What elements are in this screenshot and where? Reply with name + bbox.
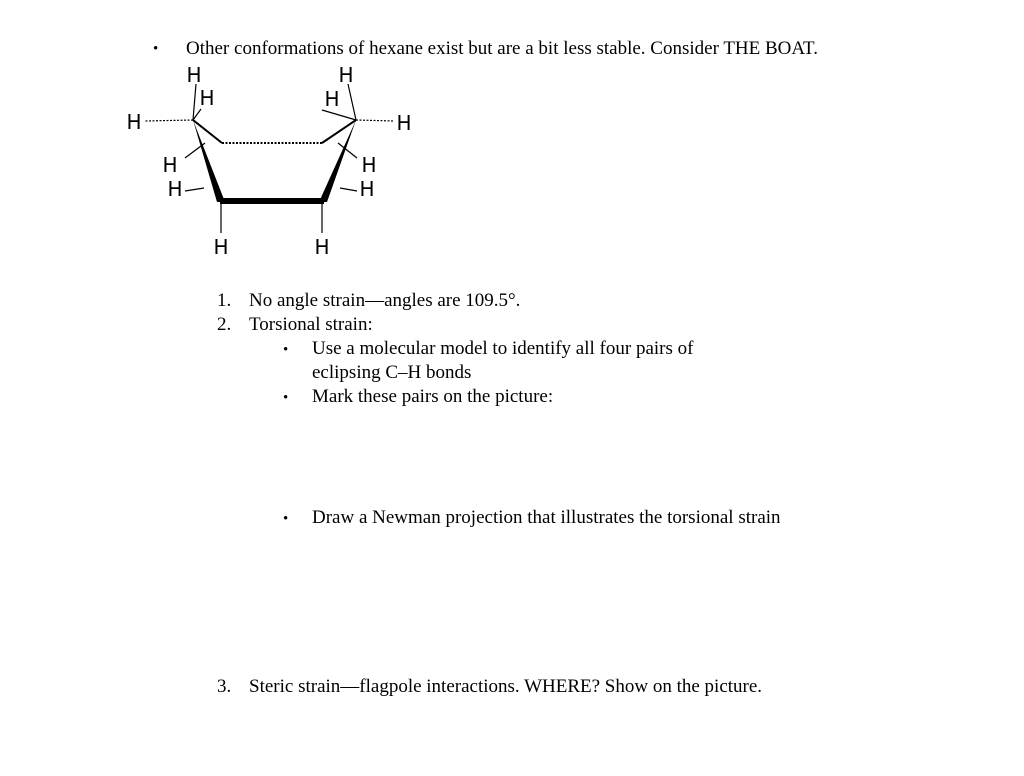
sub-item-text: Draw a Newman projection that illustrates the torsional strain bbox=[312, 507, 781, 528]
bond-right-upper bbox=[322, 110, 356, 120]
point-number: 3. bbox=[217, 676, 232, 697]
hydrogen-label: H bbox=[359, 177, 375, 201]
bond-right-front-h bbox=[340, 188, 357, 191]
hydrogen-label: H bbox=[126, 110, 142, 134]
hydrogen-label: H bbox=[314, 235, 330, 259]
sub-item-text: Use a molecular model to identify all four pairs of bbox=[312, 338, 694, 359]
bond-right-flagpole bbox=[348, 84, 356, 120]
hydrogen-label: H bbox=[361, 153, 377, 177]
bond-left-front-h bbox=[185, 188, 204, 191]
point-text-steric-strain: Steric strain—flagpole interactions. WHERE? Show on the picture. bbox=[249, 676, 763, 697]
hydrogen-label: H bbox=[186, 63, 202, 87]
intro-bullet: • bbox=[153, 41, 159, 57]
sub-bullet: • bbox=[283, 342, 289, 358]
sub-item-text: eclipsing C–H bonds bbox=[312, 362, 472, 383]
ring-bond-front-bottom bbox=[220, 198, 324, 204]
point-number: 1. bbox=[217, 290, 232, 311]
hydrogen-label: H bbox=[167, 177, 183, 201]
hydrogen-label: H bbox=[162, 153, 178, 177]
boat-conformation-diagram bbox=[0, 0, 1024, 300]
bond-left-hashed bbox=[145, 120, 193, 121]
hydrogen-label: H bbox=[338, 63, 354, 87]
bond-right-hashed bbox=[356, 120, 394, 121]
sub-bullet: • bbox=[283, 511, 289, 527]
hydrogen-label: H bbox=[396, 111, 412, 135]
hydrogen-label: H bbox=[213, 235, 229, 259]
hydrogen-label: H bbox=[324, 87, 340, 111]
bond-left-flagpole bbox=[193, 84, 196, 120]
point-text-torsional-strain: Torsional strain: bbox=[249, 314, 373, 335]
point-number: 2. bbox=[217, 314, 232, 335]
sub-bullet: • bbox=[283, 390, 289, 406]
hydrogen-label: H bbox=[199, 86, 215, 110]
sub-item-text: Mark these pairs on the picture: bbox=[312, 386, 554, 407]
intro-text: Other conformations of hexane exist but are a bit less stable. Consider THE BOAT. bbox=[186, 38, 818, 59]
point-text-angle-strain: No angle strain—angles are 109.5°. bbox=[249, 290, 521, 311]
